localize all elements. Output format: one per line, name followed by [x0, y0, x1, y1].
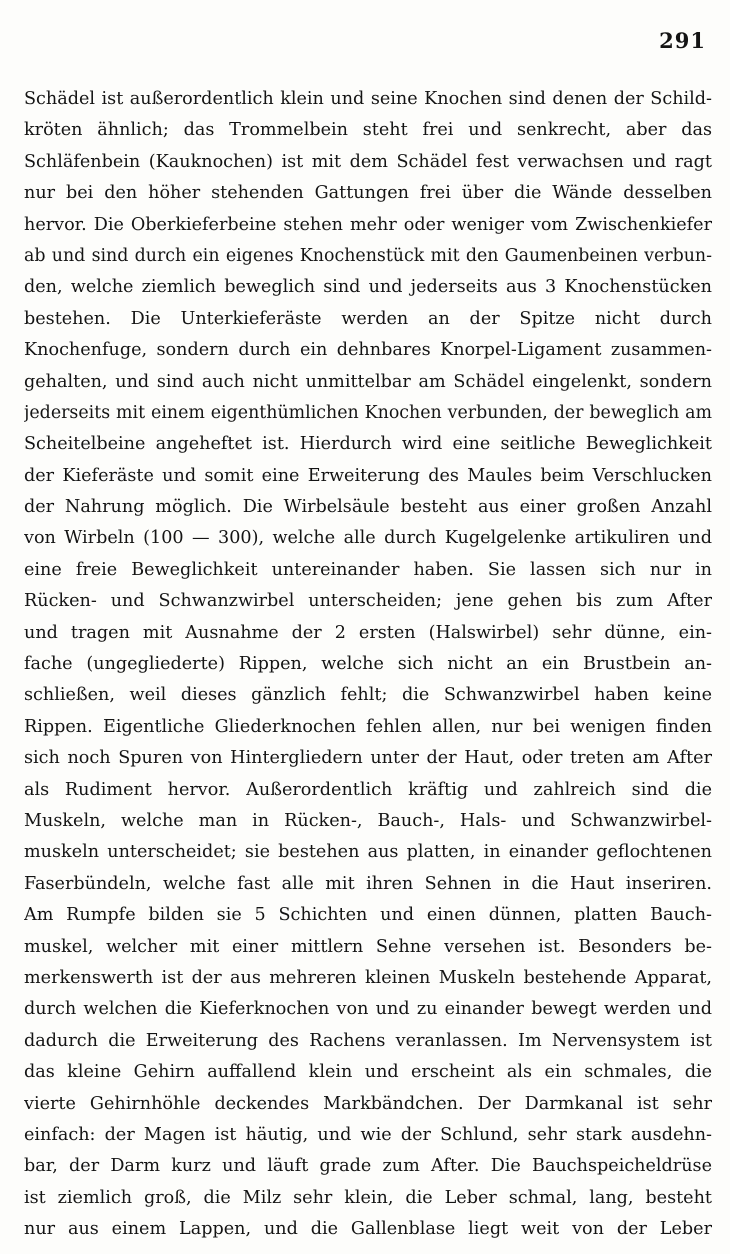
text-line: Knochenfuge, sondern durch ein dehnbares Knorpel-Ligament zusammen-: [24, 340, 712, 361]
text-line: ist ziemlich groß, die Milz sehr klein, die Leber schmal, lang, besteht: [24, 1187, 712, 1208]
text-line: muskeln unterscheidet; sie bestehen aus platten, in einander geflochtenen: [24, 842, 712, 863]
text-line: als Rudiment hervor. Außerordentlich kräftig und zahlreich sind die: [24, 779, 712, 800]
text-line: kröten ähnlich; das Trommelbein steht frei und senkrecht, aber das: [24, 120, 712, 141]
text-line: hervor. Die Oberkieferbeine stehen mehr oder weniger vom Zwischenkiefer: [24, 214, 712, 235]
text-line: sich noch Spuren von Hintergliedern unter der Haut, oder treten am After: [24, 748, 712, 769]
text-line: der Nahrung möglich. Die Wirbelsäule besteht aus einer großen Anzahl: [24, 497, 712, 518]
text-line: Rippen. Eigentliche Gliederknochen fehlen allen, nur bei wenigen finden: [24, 716, 712, 737]
text-line: nur aus einem Lappen, und die Gallenblase liegt weit von der Leber: [24, 1219, 712, 1240]
body-text: [24, 84, 712, 1245]
text-line: muskel, welcher mit einer mittlern Sehne versehen ist. Besonders be-: [24, 936, 712, 957]
text-line: ab und sind durch ein eigenes Knochenstück mit den Gaumenbeinen verbun-: [24, 245, 712, 266]
text-line: bestehen. Die Unterkieferäste werden an der Spitze nicht durch: [24, 308, 712, 329]
text-line: und tragen mit Ausnahme der 2 ersten (Halswirbel) sehr dünne, ein-: [24, 622, 712, 643]
text-line: Rücken- und Schwanzwirbel unterscheiden; jene gehen bis zum After: [24, 591, 712, 612]
text-line: Am Rumpfe bilden sie 5 Schichten und einen dünnen, platten Bauch-: [24, 905, 712, 926]
text-line: einfach: der Magen ist häutig, und wie der Schlund, sehr stark ausdehn-: [24, 1124, 712, 1145]
text-line: Scheitelbeine angeheftet ist. Hierdurch wird eine seitliche Beweglichkeit: [24, 434, 712, 455]
text-line: der Kieferäste und somit eine Erweiterung des Maules beim Verschlucken: [24, 465, 712, 486]
text-line: dadurch die Erweiterung des Rachens veranlassen. Im Nervensystem ist: [24, 1030, 712, 1051]
text-line: jederseits mit einem eigenthümlichen Knochen verbunden, der beweglich am: [24, 402, 712, 423]
text-line: schließen, weil dieses gänzlich fehlt; die Schwanzwirbel haben keine: [24, 685, 712, 706]
text-line: Faserbündeln, welche fast alle mit ihren Sehnen in die Haut inseriren.: [24, 873, 712, 894]
text-line: durch welchen die Kieferknochen von und zu einander bewegt werden und: [24, 999, 712, 1020]
text-line: bar, der Darm kurz und läuft grade zum After. Die Bauchspeicheldrüse: [24, 1156, 712, 1177]
text-line: Schädel ist außerordentlich klein und seine Knochen sind denen der Schild-: [24, 89, 712, 109]
text-line: Schläfenbein (Kauknochen) ist mit dem Schädel fest verwachsen und ragt: [24, 151, 712, 172]
text-line: vierte Gehirnhöhle deckendes Markbändchen. Der Darmkanal ist sehr: [24, 1093, 712, 1114]
text-line: merkenswerth ist der aus mehreren kleinen Muskeln bestehende Apparat,: [24, 967, 712, 988]
text-line: fache (ungegliederte) Rippen, welche sich nicht an ein Brustbein an-: [24, 654, 712, 675]
text-line: das kleine Gehirn auffallend klein und erscheint als ein schmales, die: [24, 1062, 712, 1083]
text-line: eine freie Beweglichkeit untereinander haben. Sie lassen sich nur in: [24, 559, 712, 580]
text-line: nur bei den höher stehenden Gattungen frei über die Wände desselben: [24, 183, 712, 204]
text-line: den, welche ziemlich beweglich sind und jederseits aus 3 Knochenstücken: [24, 277, 712, 298]
text-line: von Wirbeln (100 — 300), welche alle durch Kugelgelenke artikuliren und: [24, 528, 712, 549]
text-line: gehalten, und sind auch nicht unmittelbar am Schädel eingelenkt, sondern: [24, 371, 712, 392]
page-number: 291: [659, 28, 706, 53]
text-line: Muskeln, welche man in Rücken-, Bauch-, Hals- und Schwanzwirbel-: [24, 810, 712, 831]
